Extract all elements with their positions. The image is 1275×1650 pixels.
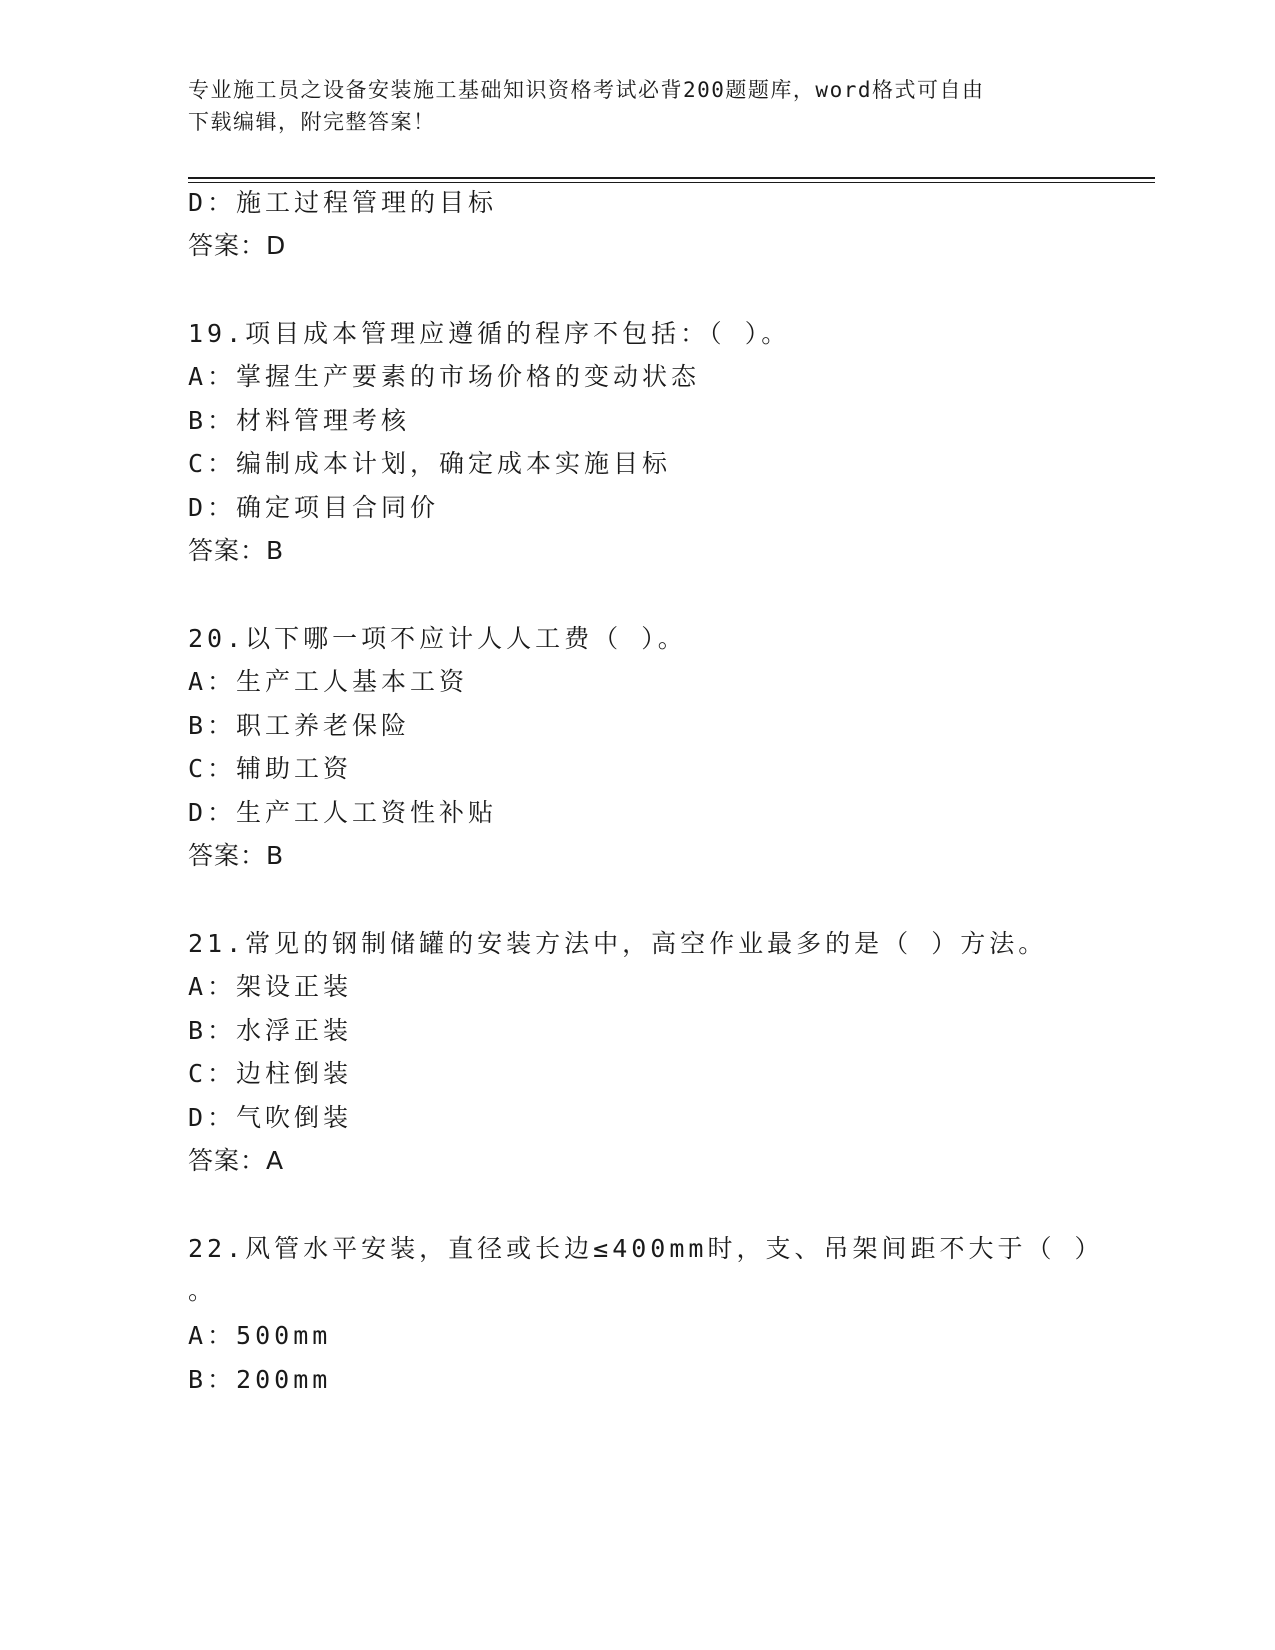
q20-stem: 20.以下哪一项不应计人人工费（ ）。 xyxy=(188,624,687,653)
q22-stem-continuation: 。 xyxy=(188,1276,218,1305)
q19-option-d: D：确定项目合同价 xyxy=(188,493,440,522)
document-header xyxy=(188,74,1068,138)
q20-answer: 答案：B xyxy=(188,841,285,870)
q19-option-a: A：掌握生产要素的市场价格的变动状态 xyxy=(188,362,701,391)
q21-option-b: B：水浮正装 xyxy=(188,1016,353,1045)
q19-option-c: C：编制成本计划，确定成本实施目标 xyxy=(188,449,672,478)
q20-option-d: D：生产工人工资性补贴 xyxy=(188,798,498,827)
q21-answer: 答案：A xyxy=(188,1146,285,1175)
q21-option-a: A：架设正装 xyxy=(188,972,353,1001)
header-line-1: 专业施工员之设备安装施工基础知识资格考试必背200题题库，word格式可自由 xyxy=(188,78,985,102)
q20-option-a: A：生产工人基本工资 xyxy=(188,667,469,696)
q22-stem: 22.风管水平安装，直径或长边≤400mm时，支、吊架间距不大于（ ） xyxy=(188,1234,1104,1263)
header-divider-thick xyxy=(188,177,1155,179)
q18-answer: 答案：D xyxy=(188,231,287,260)
q22-option-a: A：500mm xyxy=(188,1321,332,1350)
q21-option-c: C：边柱倒装 xyxy=(188,1059,353,1088)
q20-option-c: C：辅助工资 xyxy=(188,754,353,783)
q21-option-d: D：气吹倒装 xyxy=(188,1103,353,1132)
q21-stem: 21.常见的钢制储罐的安装方法中，高空作业最多的是（ ）方法。 xyxy=(188,929,1048,958)
q22-option-b: B：200mm xyxy=(188,1365,332,1394)
q19-option-b: B：材料管理考核 xyxy=(188,406,411,435)
header-line-2: 下载编辑，附完整答案！ xyxy=(188,110,436,134)
q19-stem: 19.项目成本管理应遵循的程序不包括：（ ）。 xyxy=(188,319,791,348)
q19-answer: 答案：B xyxy=(188,536,285,565)
header-divider-thin xyxy=(188,182,1155,183)
q20-option-b: B：职工养老保险 xyxy=(188,711,411,740)
q18-option-d: D：施工过程管理的目标 xyxy=(188,188,498,217)
